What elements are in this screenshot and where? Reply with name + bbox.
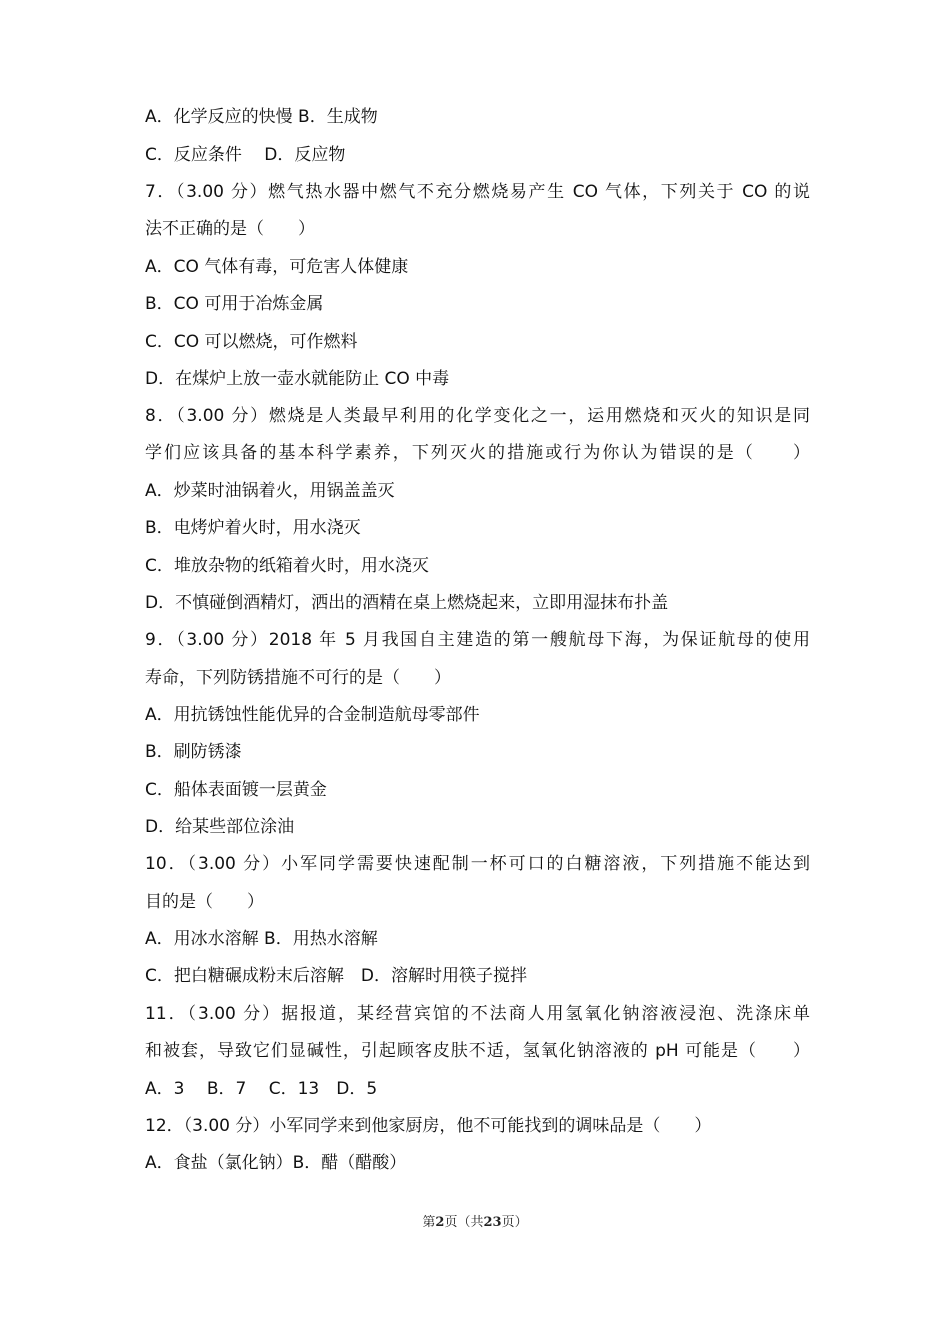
option-line: B．CO 可用于冶炼金属	[145, 294, 324, 314]
question-8-text-cont: 学们应该具备的基本科学素养，下列灭火的措施或行为你认为错误的是（ ）	[145, 443, 810, 463]
option-line: C．船体表面镀一层黄金	[145, 780, 327, 800]
question-11-text: 11．（3.00 分）据报道，某经营宾馆的不法商人用氢氧化钠溶液浸泡、洗涤床单	[145, 1004, 810, 1024]
option-line: D．给某些部位涂油	[145, 817, 295, 837]
question-9-text-cont: 寿命，下列防锈措施不可行的是（ ）	[145, 668, 451, 688]
option-line: A．CO 气体有毒，可危害人体健康	[145, 257, 409, 277]
question-10-text-cont: 目的是（ ）	[145, 892, 264, 912]
option-line: B．电烤炉着火时，用水浇灭	[145, 518, 361, 538]
footer-middle: 页（共	[444, 1215, 484, 1230]
option-line: D．在煤炉上放一壶水就能防止 CO 中毒	[145, 369, 450, 389]
question-7-text-cont: 法不正确的是（ ）	[145, 219, 315, 239]
footer-total-pages: 23	[483, 1215, 502, 1230]
option-line: C．CO 可以燃烧，可作燃料	[145, 332, 358, 352]
option-line: A．食盐（氯化钠）B．醋（醋酸）	[145, 1153, 407, 1173]
question-11-text-cont: 和被套，导致它们显碱性，引起顾客皮肤不适，氢氧化钠溶液的 pH 可能是（ ）	[145, 1041, 810, 1061]
footer-prefix: 第	[422, 1215, 436, 1230]
footer-suffix: 页）	[501, 1215, 528, 1230]
option-line: A．用抗锈蚀性能优异的合金制造航母零部件	[145, 705, 480, 725]
question-10-text: 10．（3.00 分）小军同学需要快速配制一杯可口的白糖溶液，下列措施不能达到	[145, 854, 810, 874]
option-line: A．炒菜时油锅着火，用锅盖盖灭	[145, 481, 395, 501]
option-line: C．反应条件 D．反应物	[145, 145, 346, 165]
question-7-text: 7．（3.00 分）燃气热水器中燃气不充分燃烧易产生 CO 气体，下列关于 CO 的说	[145, 182, 810, 202]
option-line: A．化学反应的快慢 B．生成物	[145, 107, 378, 127]
footer-page-number: 2	[435, 1215, 445, 1230]
question-12-text: 12．（3.00 分）小军同学来到他家厨房，他不可能找到的调味品是（ ）	[145, 1116, 712, 1136]
page-footer	[0, 1214, 950, 1232]
option-line: C．把白糖碾成粉末后溶解 D．溶解时用筷子搅拌	[145, 966, 527, 986]
option-line: A．3 B．7 C．13 D．5	[145, 1079, 378, 1099]
option-line: A．用冰水溶解 B．用热水溶解	[145, 929, 378, 949]
question-9-text: 9．（3.00 分）2018 年 5 月我国自主建造的第一艘航母下海，为保证航母的使用	[145, 630, 810, 650]
question-8-text: 8．（3.00 分）燃烧是人类最早利用的化学变化之一，运用燃烧和灭火的知识是同	[145, 406, 810, 426]
option-line: B．刷防锈漆	[145, 742, 242, 762]
option-line: D．不慎碰倒酒精灯，洒出的酒精在桌上燃烧起来，立即用湿抹布扑盖	[145, 593, 669, 613]
option-line: C．堆放杂物的纸箱着火时，用水浇灭	[145, 556, 429, 576]
